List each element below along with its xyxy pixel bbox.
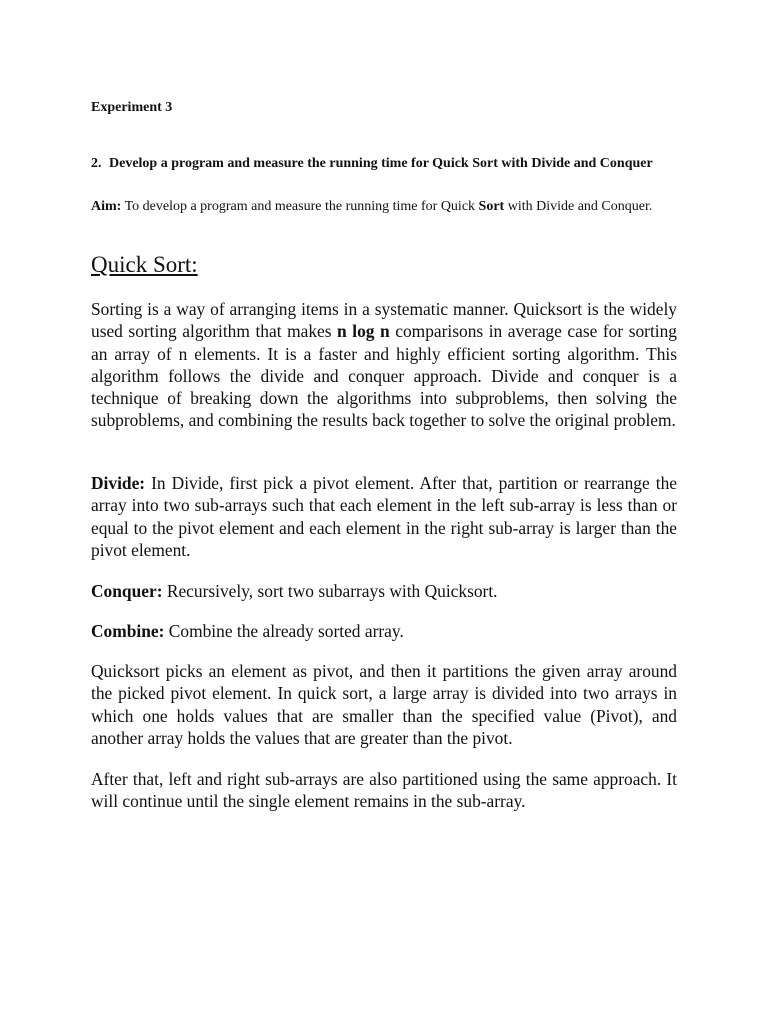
question-text: Develop a program and measure the running time for Quick Sort with Divide and Conquer bbox=[109, 156, 653, 171]
section-heading: Quick Sort: bbox=[91, 252, 198, 277]
question-heading bbox=[91, 154, 677, 173]
intro-bold: n log n bbox=[337, 321, 390, 342]
divide-text: In Divide, first pick a pivot element. After that, partition or rearrange the array into two sub-arrays such that each element in the left sub-array is less than or equal to the pivot element and each element in the right sub-array is larger than the pivot element. bbox=[91, 473, 677, 560]
aim-bold-word: Sort bbox=[478, 199, 505, 214]
conquer-label: Conquer: bbox=[91, 581, 163, 601]
combine-label: Combine: bbox=[91, 621, 165, 641]
question-number: 2. bbox=[91, 156, 102, 171]
final-paragraph: After that, left and right sub-arrays are also partitioned using the same approach. It will continue until the single element remains in the sub-array. bbox=[91, 769, 677, 812]
combine-text: Combine the already sorted array. bbox=[164, 621, 404, 641]
experiment-title: Experiment 3 bbox=[91, 100, 173, 115]
intro-text-before: Sorting is a way of arranging items in a systematic manner. Quicksort is the widely used sorting algorithm that makes bbox=[91, 299, 677, 342]
divide-label: Divide: bbox=[91, 473, 146, 493]
conquer-paragraph bbox=[91, 580, 677, 602]
aim-text-after: with Divide and Conquer. bbox=[504, 199, 653, 214]
intro-text-after: comparisons in average case for sorting an array of n elements. It is a faster and highly efficient sorting algorithm. This algorithm follows the divide and conquer approach. Divide and conquer is a technique of breaking down the algorithms into subproblems, then solving the subproblems, and combining the results back together to solve the original problem. bbox=[91, 321, 678, 431]
combine-paragraph bbox=[91, 620, 677, 642]
pivot-paragraph: Quicksort picks an element as pivot, and then it partitions the given array around the picked pivot element. In quick sort, a large array is divided into two arrays in which one holds values that are smaller than the specified value (Pivot), and another array holds the values that are greater than the pivot. bbox=[91, 661, 677, 748]
aim-paragraph bbox=[91, 197, 677, 216]
divide-paragraph bbox=[91, 472, 677, 561]
conquer-text: Recursively, sort two subarrays with Quicksort. bbox=[162, 581, 498, 601]
aim-label: Aim: bbox=[91, 199, 122, 214]
intro-paragraph bbox=[91, 298, 677, 432]
aim-text-before: To develop a program and measure the running time for Quick bbox=[121, 199, 479, 214]
